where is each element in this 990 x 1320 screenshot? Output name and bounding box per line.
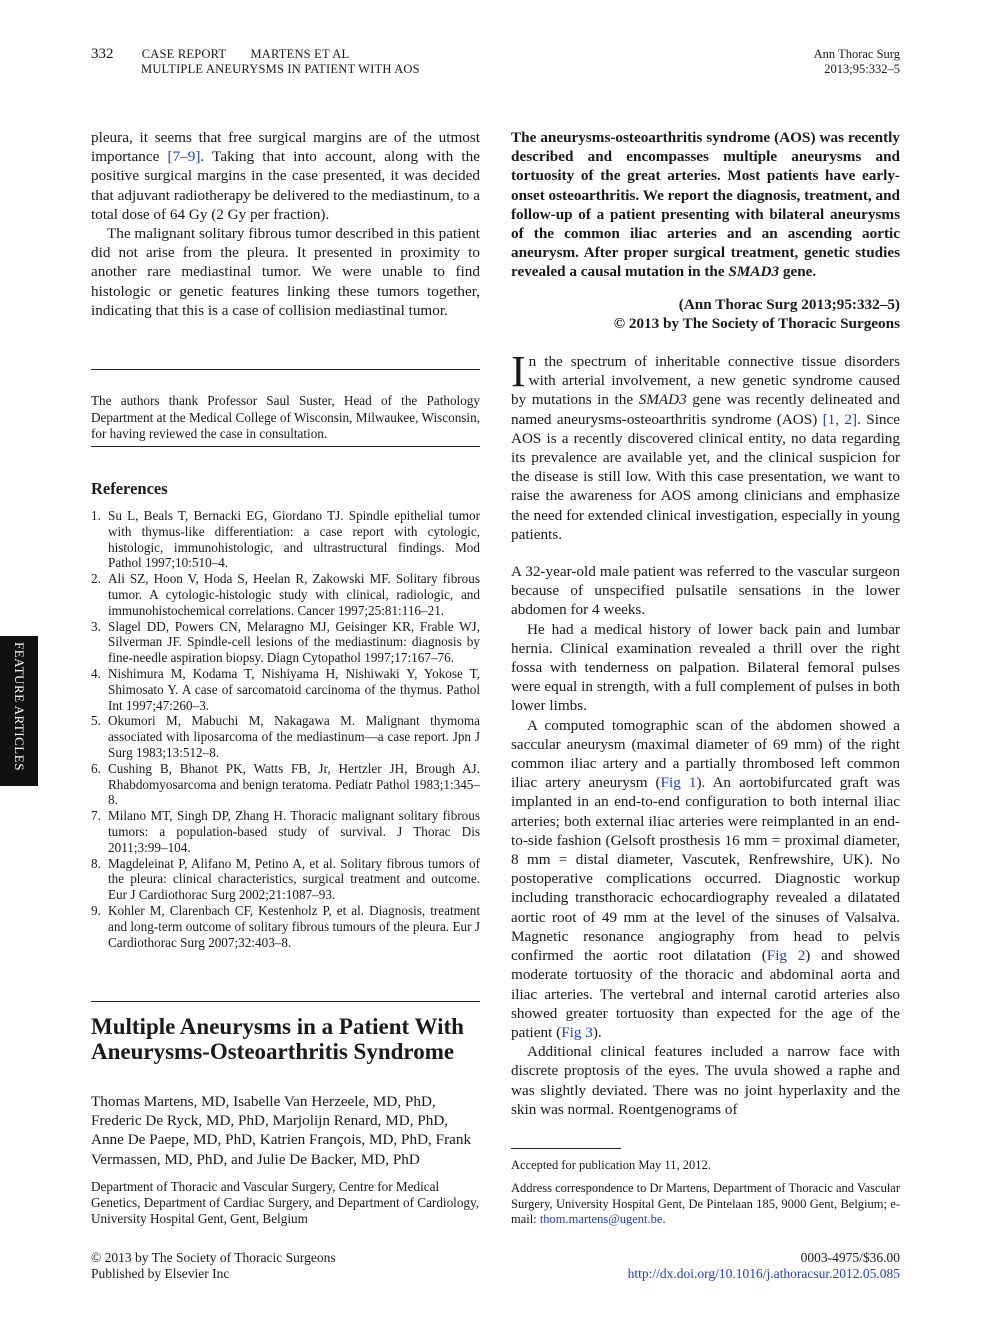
paragraph: A computed tomographic scan of the abdomen showed a saccular aneurysm (maximal diameter of 69 mm) of the right common iliac artery and a partially thrombosed left common iliac artery aneurysm (Fig 1). An aortobifurcated graft was implanted in an end-to-end configuration to both internal iliac arteries; both external iliac arteries were reimplanted in an end-to-side fashion (Gelsoft prosthesis 16 mm = proximal diameter, 8 mm = distal diameter, Vascutek, Renfrewshire, UK). No postoperative complications occurred. Diagnostic workup including transthoracic echocardiography revealed a dilatated aortic root of 49 mm at the level of the sinuses of Valsalva. Magnetic resonance angiography from head to pelvis confirmed the aortic root dilatation (Fig 2) and showed moderate tortuosity of the thoracic and abdominal aorta and iliac arteries. The vertebral and internal carotid arteries also showed greater tortuosity than expected for the age of the patient (Fig 3). — [511, 716, 901, 1041]
figure-link-3[interactable]: Fig 3 — [561, 1023, 593, 1041]
reference-text: Milano MT, Singh DP, Zhang H. Thoracic malignant solitary fibrous tumors: a population-based study of survival. J Thorac Dis 2011;3:99–104. — [108, 808, 480, 855]
doi-link[interactable]: http://dx.doi.org/10.1016/j.athoracsur.2012.05.085 — [627, 1266, 900, 1281]
paragraph: The malignant solitary fibrous tumor described in this patient did not arise from the pleura. It presented in proximity to another rare mediastinal tumor. We were unable to find histologic or genetic features linking these tumors together, indicating that this is a case of collision mediastinal tumor. — [91, 225, 480, 319]
abstract: The aneurysms-osteoarthritis syndrome (AOS) was recently described and encompasses multiple aneurysms and tortuosity of the great arteries. Most patients have early-onset osteoarthritis. We report the diagnosis, treatment, and follow-up of a patient presenting with bilateral aneurysms of the common iliac arteries and an ascending aortic aneurysm. After proper surgical treatment, genetic studies revealed a causal mutation in the SMAD3 gene. — [511, 129, 900, 281]
reference-text: Slagel DD, Powers CN, Melaragno MJ, Geisinger KR, Frable WJ, Silverman JF. Spindle-cell lesions of the mediastinum: diagnosis by fine-needle aspiration biopsy. Diagn Cytopathol 1997;17:167–76. — [108, 618, 480, 666]
right-column-body — [511, 347, 901, 1119]
divider — [91, 1001, 480, 1002]
reference-item — [91, 808, 480, 855]
journal-citation: (Ann Thorac Surg 2013;95:332–5) — [678, 296, 900, 313]
reference-link[interactable]: [1, 2] — [822, 410, 858, 428]
divider — [91, 369, 480, 370]
section-side-tab — [0, 636, 38, 786]
header-section: CASE REPORT — [141, 47, 227, 61]
reference-list — [91, 508, 480, 950]
header-authors: MARTENS ET AL — [250, 47, 350, 61]
reference-number: 6. — [91, 760, 101, 776]
reference-number: 2. — [91, 571, 101, 587]
header-journal: Ann Thorac Surg — [813, 47, 900, 61]
reference-item — [91, 713, 480, 760]
reference-item — [91, 903, 480, 950]
email-link[interactable]: thom.martens@ugent.be — [539, 1212, 663, 1226]
footnote-rule — [511, 1148, 621, 1149]
footer-issn: 0003-4975/$36.00 — [800, 1250, 900, 1265]
reference-item — [91, 761, 480, 808]
drop-cap: I — [511, 347, 526, 396]
running-header — [91, 47, 511, 62]
paragraph: Additional clinical features included a narrow face with discrete proptosis of the eyes. The uvula showed a raphe and was slightly deviated. There was no joint hyperlaxity and the skin was normal. Roentgenograms of — [511, 1043, 900, 1118]
author-affiliation: Department of Thoracic and Vascular Surgery, Centre for Medical Genetics, Department of Cardiac Surgery, and Department of Cardiology, University Hospital Gent, Gent, Belgium — [91, 1179, 480, 1226]
accepted-date: Accepted for publication May 11, 2012. — [511, 1158, 711, 1172]
page-number: 332 — [91, 46, 114, 62]
footer-copyright: © 2013 by The Society of Thoracic Surgeons — [91, 1250, 336, 1265]
references-heading: References — [91, 479, 168, 498]
intro-paragraph: In the spectrum of inheritable connective tissue disorders with arterial involvement, a new genetic syndrome caused by mutations in the SMAD3 gene was recently delineated and named aneurysms-osteoarthritis syndrome (AOS) [1, 2]. Since AOS is a recently discovered clinical entity, no data regarding its prevalence are available yet, and the clinical suspicion for the disease is still low. With this case presentation, we want to raise the awareness for AOS among clinicians and emphasize the need for extended clinical investigation, especially in young patients. — [511, 347, 900, 543]
reference-item — [91, 619, 480, 666]
reference-number: 8. — [91, 855, 101, 871]
reference-text: Cushing B, Bhanot PK, Watts FB, Jr, Hertzler JH, Brough AJ. Rhabdomyosarcoma and benign teratoma. Pediatr Pathol 1983;1:345–8. — [108, 760, 480, 808]
reference-number: 4. — [91, 665, 101, 681]
reference-text: Kohler M, Clarenbach CF, Kestenholz P, et al. Diagnosis, treatment and long-term outcome of solitary fibrous tumours of the pleura. Eur J Cardiothorac Surg 2007;32:403–8. — [108, 902, 480, 950]
gene-name: SMAD3 — [728, 263, 780, 281]
reference-text: Nishimura M, Kodama T, Nishiyama H, Nishiwaki Y, Yokose T, Shimosato Y. A case of sarcomatoid carcinoma of the thymus. Pathol Int 1997;47:260–3. — [108, 665, 480, 713]
abstract-copyright: © 2013 by The Society of Thoracic Surgeons — [613, 315, 900, 332]
reference-number: 5. — [91, 713, 101, 729]
reference-number: 9. — [91, 902, 101, 918]
reference-item — [91, 666, 480, 713]
correspondence-address: Address correspondence to Dr Martens, Department of Thoracic and Vascular Surgery, University Hospital Gent, De Pintelaan 185, 9000 Gent, Belgium; e-mail: thom.martens@ugent.be. — [511, 1181, 900, 1226]
paragraph: pleura, it seems that free surgical margins are of the utmost importance [7–9]. Taking that into account, along with the positive surgical margins in the case presented, it was decided that adjuvant radiotherapy be delivered to the mediastinum, to a total dose of 64 Gy (2 Gy per fraction). — [91, 129, 480, 223]
figure-link-2[interactable]: Fig 2 — [766, 947, 806, 965]
left-column-continued-text — [91, 128, 480, 320]
article-title: Multiple Aneurysms in a Patient With Aneurysms-Osteoarthritis Syndrome — [91, 1014, 464, 1064]
reference-item — [91, 508, 480, 571]
divider — [91, 446, 480, 447]
reference-number: 7. — [91, 808, 101, 824]
reference-link[interactable]: [7–9] — [167, 148, 201, 166]
reference-text: Okumori M, Mabuchi M, Nakagawa M. Malignant thymoma associated with liposarcoma of the mediastinum—a case report. Jpn J Surg 1983;13:512–8. — [108, 713, 480, 760]
reference-item — [91, 571, 480, 618]
side-tab-label: FEATURE ARTICLES — [12, 642, 27, 771]
reference-text: Ali SZ, Hoon V, Hoda S, Heelan R, Zakowski MF. Solitary fibrous tumor. A cytologic-histologic study with clinical, radiologic, and immunohistochemical correlations. Cancer 1997;25:81:116–21. — [108, 571, 480, 618]
reference-item — [91, 856, 480, 903]
reference-text: Su L, Beals T, Bernacki EG, Giordano TJ. Spindle epithelial tumor with thymus-like differentiation: a case report with cytologic, histologic, immunohistologic, and ultrastructural findings. Mod Pathol 1997;10:510–4. — [108, 508, 480, 571]
reference-number: 1. — [91, 508, 101, 523]
article-authors: Thomas Martens, MD, Isabelle Van Herzeele, MD, PhD, Frederic De Ryck, MD, PhD, Marjolijn Renard, MD, PhD, Anne De Paepe, MD, PhD, Katrien François, MD, PhD, Frank Vermassen, MD, PhD, and Julie De Backer, MD, PhD — [91, 1093, 472, 1168]
paragraph: A 32-year-old male patient was referred to the vascular surgeon because of unspecified pulsatile sensations in the lower abdomen for 4 weeks. — [511, 563, 900, 619]
footer-publisher: Published by Elsevier Inc — [91, 1266, 230, 1281]
figure-link-1[interactable]: Fig 1 — [660, 774, 697, 792]
paragraph: He had a medical history of lower back pain and lumbar hernia. Clinical examination revealed a thrill over the right fossa with tenderness on palpation. Bilateral femoral pulses were equal in strength, with a full complement of pulses in both lower limbs. — [511, 620, 900, 715]
acknowledgment: The authors thank Professor Saul Suster, Head of the Pathology Department at the Medical College of Wisconsin, Milwaukee, Wisconsin, for having reviewed the case in consultation. — [91, 393, 480, 441]
reference-number: 3. — [91, 618, 101, 634]
header-volume: 2013;95:332–5 — [824, 62, 900, 76]
reference-text: Magdeleinat P, Alifano M, Petino A, et al. Solitary fibrous tumors of the pleura: clinical characteristics, surgical treatment and outcome. Eur J Cardiothorac Surg 2002;21:1087–93. — [108, 855, 480, 903]
header-running-title: MULTIPLE ANEURYSMS IN PATIENT WITH AOS — [141, 62, 420, 76]
